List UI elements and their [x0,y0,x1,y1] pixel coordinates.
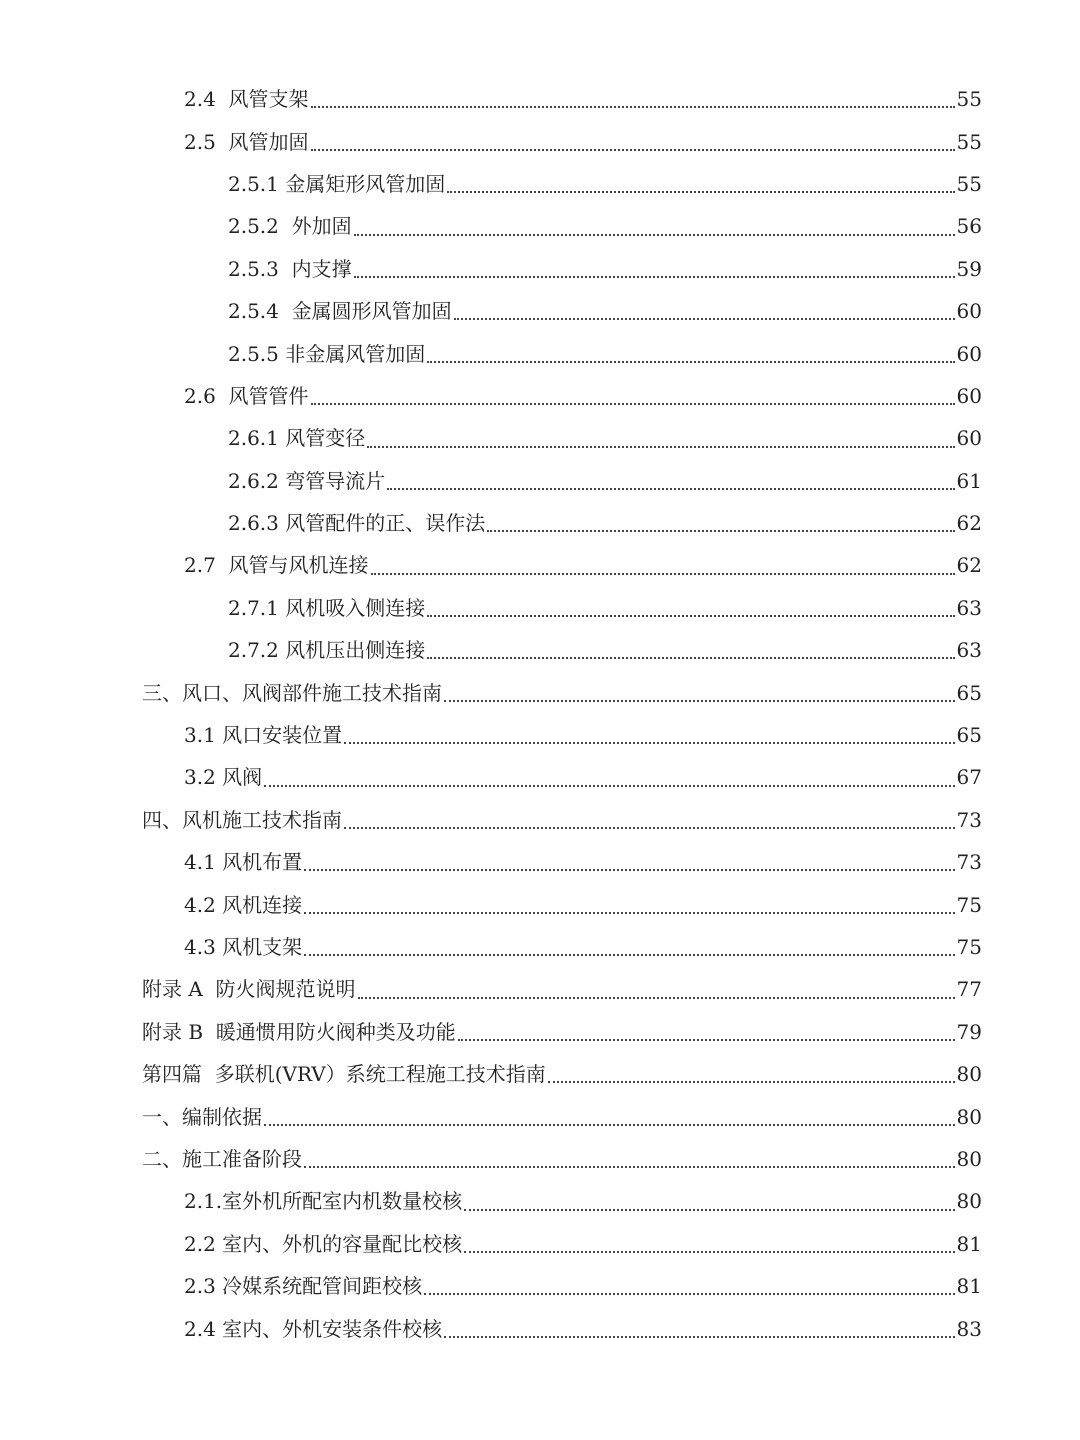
toc-entry-title: 2.5.1 金属矩形风管加固 [228,171,446,196]
toc-entry-title: 2.2 室内、外机的容量配比校核 [184,1231,463,1256]
toc-entry[interactable] [0,1223,1080,1265]
toc-dot-leader [311,106,955,108]
toc-dot-leader [487,530,954,532]
toc-entry-title: 2.5.2 外加固 [228,214,352,239]
toc-dot-leader [304,869,954,871]
toc-entry-title: 2.5 风管加固 [184,129,309,154]
toc-entry[interactable] [0,417,1080,459]
toc-page-number: 81 [956,1274,982,1299]
toc-entry-title: 四、风机施工技术指南 [142,807,342,832]
toc-entry[interactable] [0,120,1080,162]
toc-entry[interactable] [0,544,1080,586]
toc-page-number: 55 [956,129,982,154]
toc-page-number: 75 [956,935,982,959]
toc-entry[interactable] [0,1265,1080,1307]
toc-page-number: 83 [956,1316,982,1341]
toc-entry-title: 4.3 风机支架 [184,935,303,959]
toc-page-number: 67 [956,765,982,790]
toc-entry-title: 2.5.5 非金属风管加固 [228,341,426,366]
toc-entry-title: 2.5.4 金属圆形风管加固 [228,299,452,324]
toc-page-number: 65 [956,680,982,705]
toc-dot-leader [367,446,954,448]
toc-entry-title: 三、风口、风阀部件施工技术指南 [142,680,442,705]
toc-entry-title: 2.6.3 风管配件的正、误作法 [228,511,486,536]
toc-page-number: 55 [956,87,982,112]
toc-entry-title: 2.7 风管与风机连接 [184,553,369,578]
toc-entry-title: 4.2 风机连接 [184,892,303,917]
toc-dot-leader [447,191,954,193]
toc-entry[interactable] [0,629,1080,671]
toc-page-number: 63 [956,595,982,620]
toc-page-number: 55 [956,171,982,196]
toc-entry[interactable] [0,290,1080,332]
toc-dot-leader [264,1124,955,1126]
toc-page-number: 56 [956,214,982,239]
toc-page-number: 62 [956,511,982,536]
toc-entry[interactable] [0,248,1080,290]
toc-entry[interactable] [0,1095,1080,1137]
toc-dot-leader [311,403,955,405]
toc-entry[interactable] [0,205,1080,247]
toc-entry[interactable] [0,926,1080,968]
toc-page-number: 81 [956,1231,982,1256]
toc-entry[interactable] [0,163,1080,205]
toc-entry[interactable] [0,883,1080,925]
toc-entry-title: 3.2 风阀 [184,765,263,790]
toc-page-number: 63 [956,638,982,663]
toc-entry-title: 2.5.3 内支撑 [228,256,352,281]
toc-entry[interactable] [0,375,1080,417]
toc-page-number: 60 [956,426,982,451]
toc-dot-leader [304,1166,955,1168]
toc-dot-leader [354,234,955,236]
toc-dot-leader [344,742,954,744]
toc-entry[interactable] [0,1307,1080,1349]
toc-dot-leader [444,1336,954,1338]
toc-dot-leader [304,912,954,914]
toc-entry-title: 2.1.室外机所配室内机数量校核 [184,1189,463,1214]
toc-entry[interactable] [0,714,1080,756]
toc-entry-title: 2.7.2 风机压出侧连接 [228,638,426,663]
toc-page-number: 79 [956,1019,982,1044]
toc-dot-leader [548,1081,955,1083]
toc-dot-leader [304,954,954,956]
toc-entry[interactable] [0,1138,1080,1180]
toc-entry[interactable] [0,1180,1080,1222]
toc-entry-title: 附录 B 暖通惯用防火阀种类及功能 [142,1019,456,1044]
toc-dot-leader [264,785,954,787]
toc-entry[interactable] [0,460,1080,502]
toc-entry-title: 4.1 风机布置 [184,850,303,875]
toc-page-number: 61 [956,468,982,493]
toc-entry-title: 2.4 风管支架 [184,87,309,112]
toc-page-number: 60 [956,341,982,366]
toc-dot-leader [424,1293,954,1295]
toc-entry-title: 2.6.2 弯管导流片 [228,468,386,493]
toc-entry[interactable] [0,332,1080,374]
toc-entry[interactable] [0,78,1080,120]
toc-dot-leader [427,361,954,363]
table-of-contents [0,78,1080,1350]
toc-dot-leader [444,700,955,702]
toc-page-number: 75 [956,892,982,917]
toc-page-number: 60 [956,383,982,408]
toc-page-number: 60 [956,299,982,324]
toc-entry[interactable] [0,841,1080,883]
toc-entry-title: 第四篇 多联机(VRV）系统工程施工技术指南 [142,1062,546,1087]
toc-dot-leader [387,488,954,490]
toc-page-number: 62 [956,553,982,578]
toc-page-number: 80 [956,1104,982,1129]
toc-entry[interactable] [0,799,1080,841]
toc-entry[interactable] [0,968,1080,1010]
toc-entry[interactable] [0,671,1080,713]
toc-dot-leader [354,276,955,278]
toc-page-number: 73 [956,850,982,875]
toc-page-number: 77 [956,977,982,1002]
toc-entry-title: 2.6.1 风管变径 [228,426,366,451]
toc-page-number: 73 [956,807,982,832]
toc-entry-title: 一、编制依据 [142,1104,262,1129]
toc-page-number: 80 [956,1062,982,1087]
toc-entry-title: 2.6 风管管件 [184,383,309,408]
toc-entry-title: 二、施工准备阶段 [142,1146,302,1171]
toc-entry[interactable] [0,756,1080,798]
toc-entry[interactable] [0,1011,1080,1053]
toc-entry[interactable] [0,502,1080,544]
toc-entry-title: 2.3 冷媒系统配管间距校核 [184,1274,423,1299]
toc-dot-leader [358,997,955,999]
toc-entry-title: 3.1 风口安装位置 [184,723,343,748]
toc-page-number: 80 [956,1146,982,1171]
toc-dot-leader [458,1039,955,1041]
toc-dot-leader [427,657,954,659]
toc-entry-title: 2.4 室内、外机安装条件校核 [184,1316,443,1341]
toc-dot-leader [427,615,954,617]
toc-dot-leader [371,573,955,575]
toc-entry-title: 2.7.1 风机吸入侧连接 [228,595,426,620]
toc-dot-leader [454,318,955,320]
toc-dot-leader [344,827,955,829]
toc-page-number: 59 [956,256,982,281]
toc-dot-leader [464,1251,954,1253]
toc-dot-leader [311,149,955,151]
toc-entry[interactable] [0,587,1080,629]
toc-entry[interactable] [0,1053,1080,1095]
toc-page-number: 65 [956,723,982,748]
toc-dot-leader [464,1209,954,1211]
toc-page-number: 80 [956,1189,982,1214]
toc-entry-title: 附录 A 防火阀规范说明 [142,977,356,1002]
